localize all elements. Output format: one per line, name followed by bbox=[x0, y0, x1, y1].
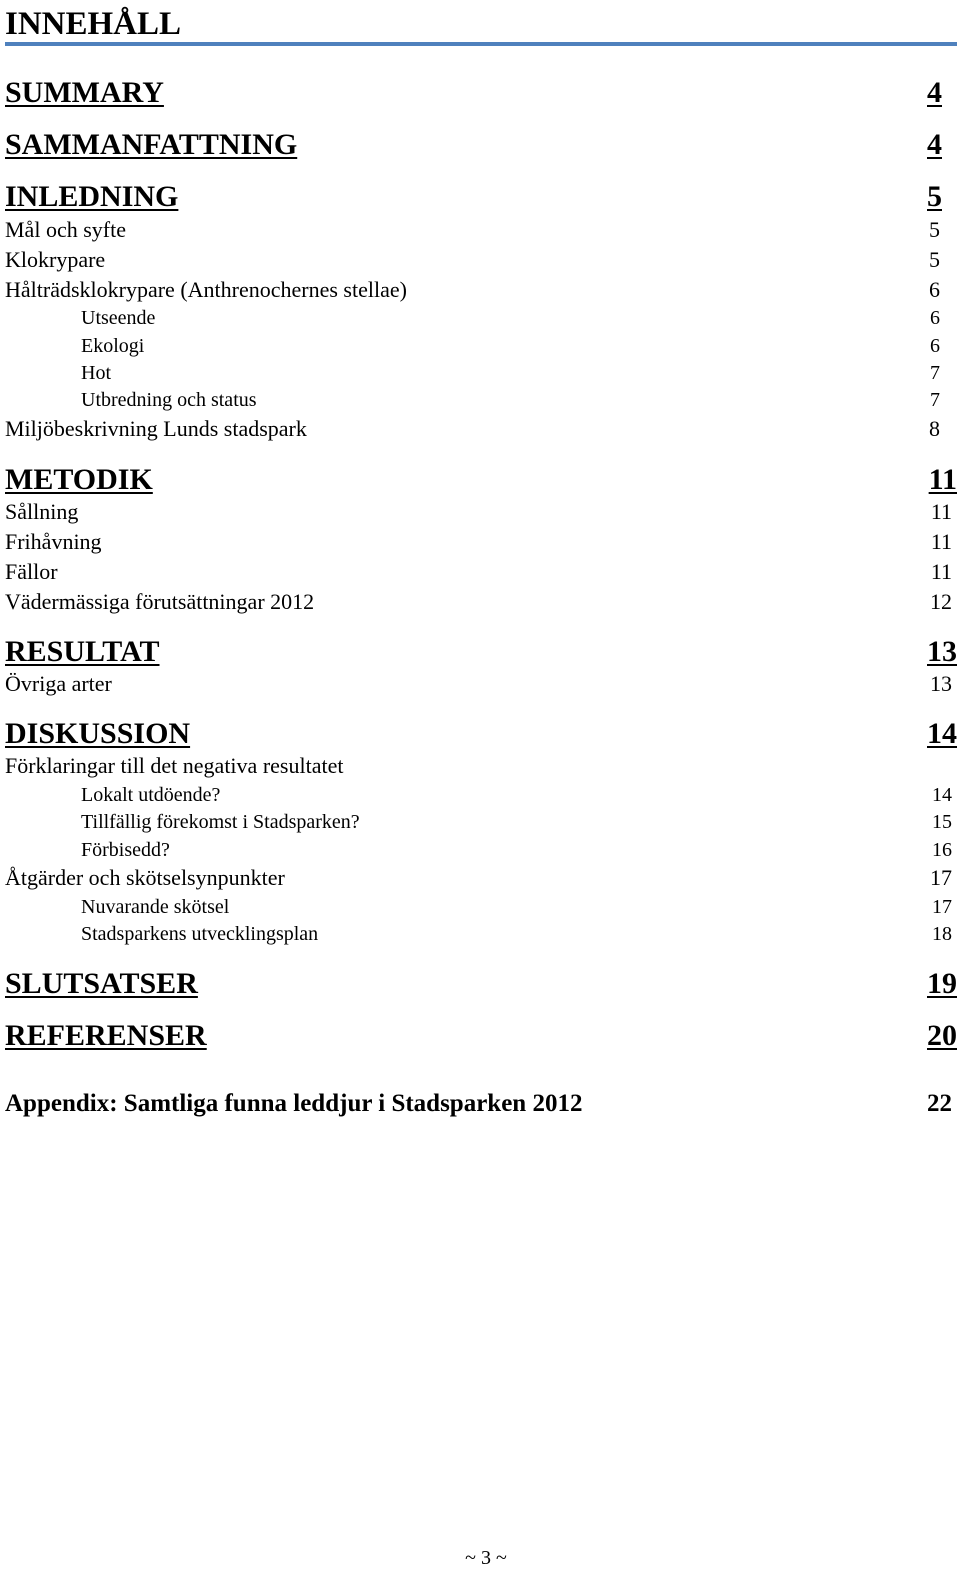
toc-entry-forbisedd[interactable] bbox=[0, 837, 960, 863]
toc-entry-title[interactable]: Lokalt utdöende? bbox=[81, 784, 221, 806]
toc-entry-tillfallig-forekomst[interactable] bbox=[0, 809, 960, 835]
toc-entry-title[interactable]: Vädermässiga förutsättningar 2012 bbox=[5, 589, 315, 614]
toc-entry-utvecklingsplan[interactable] bbox=[0, 921, 960, 947]
toc-entry-title[interactable]: INLEDNING bbox=[5, 180, 179, 213]
toc-entry-title[interactable]: SLUTSATSER bbox=[5, 967, 198, 1000]
toc-entry-title[interactable]: Utseende bbox=[81, 307, 156, 329]
toc-entry-forklaringar[interactable] bbox=[0, 752, 960, 780]
toc-entry-appendix[interactable] bbox=[0, 1089, 960, 1119]
toc-entry-klokrypare[interactable] bbox=[0, 246, 960, 274]
toc-entry-page[interactable]: 5 bbox=[927, 180, 942, 213]
toc-entry-page[interactable]: 8 bbox=[929, 416, 940, 441]
toc-entry-mal-och-syfte[interactable] bbox=[0, 216, 960, 244]
toc-entry-title[interactable]: Appendix: Samtliga funna leddjur i Stadsparken 2012 bbox=[5, 1090, 583, 1117]
toc-entry-title[interactable]: Ekologi bbox=[81, 335, 145, 357]
toc-heading: INNEHÅLL bbox=[5, 6, 182, 42]
toc-entry-page[interactable]: 7 bbox=[930, 389, 940, 411]
toc-entry-page[interactable]: 18 bbox=[932, 923, 952, 945]
toc-entry-page[interactable]: 6 bbox=[929, 277, 940, 302]
toc-entry-title[interactable]: Förklaringar till det negativa resultatet bbox=[5, 753, 344, 778]
toc-entry-page[interactable]: 16 bbox=[932, 839, 952, 861]
toc-entry-title[interactable]: Klokrypare bbox=[5, 247, 106, 272]
toc-entry-diskussion[interactable] bbox=[0, 717, 960, 751]
toc-entry-atgarder[interactable] bbox=[0, 864, 960, 892]
toc-entry-title[interactable]: DISKUSSION bbox=[5, 717, 191, 750]
toc-entry-page[interactable]: 14 bbox=[932, 784, 952, 806]
toc-entry-title[interactable]: Fällor bbox=[5, 559, 58, 584]
toc-entry-page[interactable]: 14 bbox=[927, 717, 957, 750]
toc-entry-title[interactable]: Mål och syfte bbox=[5, 217, 126, 242]
toc-entry-referenser[interactable] bbox=[0, 1019, 960, 1053]
toc-entry-ekologi[interactable] bbox=[0, 333, 960, 359]
toc-entry-frihavning[interactable] bbox=[0, 528, 960, 556]
toc-entry-title[interactable]: SUMMARY bbox=[5, 76, 164, 109]
toc-entry-page[interactable]: 11 bbox=[928, 463, 957, 496]
toc-entry-page[interactable]: 12 bbox=[930, 589, 952, 614]
toc-entry-lokalt-utdoende[interactable] bbox=[0, 782, 960, 808]
toc-entry-page[interactable]: 11 bbox=[930, 529, 952, 554]
toc-entry-page[interactable]: 22 bbox=[927, 1090, 952, 1117]
toc-entry-page[interactable]: 15 bbox=[932, 811, 952, 833]
toc-entry-sallning[interactable] bbox=[0, 498, 960, 526]
toc-entry-nuvarande-skotsel[interactable] bbox=[0, 894, 960, 920]
toc-entry-page[interactable]: 5 bbox=[929, 217, 940, 242]
toc-entry-title[interactable]: RESULTAT bbox=[5, 635, 160, 668]
toc-entry-title[interactable]: Hot bbox=[81, 362, 111, 384]
toc-entry-title[interactable]: Sållning bbox=[5, 499, 79, 524]
toc-entry-page[interactable]: 17 bbox=[930, 865, 952, 890]
page-number: ~ 3 ~ bbox=[465, 1547, 507, 1569]
toc-entry-title[interactable]: Frihåvning bbox=[5, 529, 102, 554]
toc-entry-page[interactable]: 4 bbox=[927, 76, 942, 109]
toc-entry-title[interactable]: Åtgärder och skötselsynpunkter bbox=[5, 865, 285, 890]
toc-entry-page[interactable]: 11 bbox=[930, 499, 952, 524]
toc-entry-page[interactable]: 6 bbox=[930, 335, 940, 357]
toc-entry-page[interactable]: 5 bbox=[929, 247, 940, 272]
toc-entry-title[interactable]: REFERENSER bbox=[5, 1019, 207, 1052]
toc-entry-hot[interactable] bbox=[0, 360, 960, 386]
toc-entry-title[interactable]: Nuvarande skötsel bbox=[81, 896, 230, 918]
toc-entry-title[interactable]: Tillfällig förekomst i Stadsparken? bbox=[81, 811, 360, 833]
toc-entry-title[interactable]: Övriga arter bbox=[5, 671, 112, 696]
toc-entry-title[interactable]: Utbredning och status bbox=[81, 389, 257, 411]
toc-entry-utbredning-och-status[interactable] bbox=[0, 387, 960, 413]
toc-entry-page[interactable]: 4 bbox=[927, 128, 942, 161]
toc-entry-resultat[interactable] bbox=[0, 635, 960, 669]
toc-entry-page[interactable]: 11 bbox=[930, 559, 952, 584]
toc-entry-miljobeskrivning[interactable] bbox=[0, 415, 960, 443]
toc-entry-summary[interactable] bbox=[0, 76, 960, 110]
toc-entry-title[interactable]: Stadsparkens utvecklingsplan bbox=[81, 923, 319, 945]
toc-entry-inledning[interactable] bbox=[0, 180, 960, 214]
toc-entry-metodik[interactable] bbox=[0, 463, 960, 497]
toc-entry-sammanfattning[interactable] bbox=[0, 128, 960, 162]
toc-entry-haltradsklokrypare[interactable] bbox=[0, 276, 960, 304]
toc-entry-title[interactable]: Hålträdsklokrypare (Anthrenochernes stellae) bbox=[5, 277, 407, 302]
toc-entry-vadermassiga[interactable] bbox=[0, 588, 960, 616]
toc-entry-slutsatser[interactable] bbox=[0, 967, 960, 1001]
toc-entry-title[interactable]: Miljöbeskrivning Lunds stadspark bbox=[5, 416, 307, 441]
toc-entry-page[interactable]: 13 bbox=[930, 671, 952, 696]
toc-entry-utseende[interactable] bbox=[0, 305, 960, 331]
toc-entry-title[interactable]: SAMMANFATTNING bbox=[5, 128, 298, 161]
toc-entry-page[interactable]: 17 bbox=[932, 896, 952, 918]
toc-entry-page[interactable]: 20 bbox=[927, 1019, 957, 1052]
toc-entry-page[interactable]: 7 bbox=[930, 362, 940, 384]
toc-entry-title[interactable]: Förbisedd? bbox=[81, 839, 170, 861]
toc-entry-page[interactable]: 6 bbox=[930, 307, 940, 329]
toc-entry-fallor[interactable] bbox=[0, 558, 960, 586]
toc-entry-page[interactable]: 19 bbox=[927, 967, 957, 1000]
toc-entry-title[interactable]: METODIK bbox=[5, 463, 153, 496]
toc-entry-page[interactable]: 13 bbox=[927, 635, 957, 668]
toc-entry-ovriga-arter[interactable] bbox=[0, 670, 960, 698]
